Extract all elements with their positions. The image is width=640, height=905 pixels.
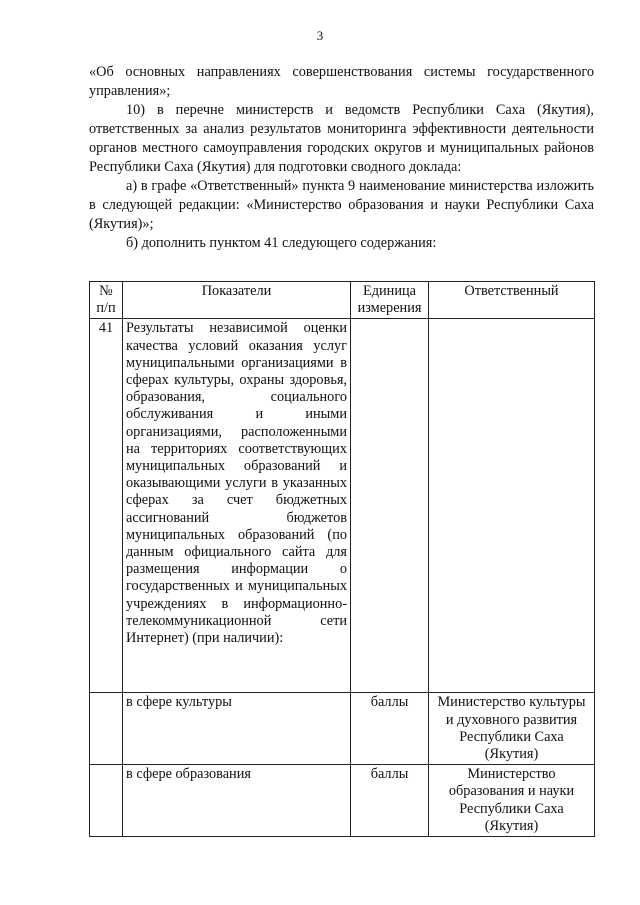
row-indicator: Результаты независимой оценки качества условий оказания услуг муниципальными организациями в сферах культуры, охраны здоровья, образования, социального обслуживания и иными организациями, расположенными на территориях соответствующих муниципальных образований и оказывающими услуги в указанных сферах за счет бюджетных ассигнований бюджетов муниципальных образований (по данным официального сайта для размещения информации о государственных и муниципальных учреждениях в информационно-телекоммуникационной сети Интернет) (при наличии): [123,319,351,693]
paragraph-4: б) дополнить пунктом 41 следующего содержания: [126,235,437,251]
row-unit: баллы [351,693,429,765]
paragraph-2: 10) в перечне министерств и ведомств Республики Саха (Якутия), ответственных за анализ результатов мониторинга эффективности деятельности органов местного самоуправления городских округов и муниципальных районов Республики Саха (Якутия) для подготовки сводного доклада: [89,102,594,175]
paragraph-1: «Об основных направлениях совершенствования системы государственного управления»; [89,64,594,99]
row-responsible [429,319,595,693]
table-row [90,693,595,765]
page-number: 3 [316,28,324,43]
header-num: № п/п [90,282,123,319]
row-indicator: в сфере культуры [123,693,351,765]
row-unit: баллы [351,765,429,837]
row-num [90,693,123,765]
table-row [90,765,595,837]
row-indicator: в сфере образования [123,765,351,837]
row-responsible: Министерство культуры и духовного развития Республики Саха (Якутия) [429,693,595,765]
document-body [89,63,594,253]
indicators-table [89,281,595,837]
row-responsible: Министерство образования и науки Республики Саха (Якутия) [429,765,595,837]
table-header-row [90,282,595,319]
row-unit [351,319,429,693]
header-indicator: Показатели [123,282,351,319]
header-unit: Единица измерения [351,282,429,319]
header-responsible: Ответственный [429,282,595,319]
row-num [90,765,123,837]
table-row [90,319,595,693]
row-num: 41 [90,319,123,693]
paragraph-3: а) в графе «Ответственный» пункта 9 наименование министерства изложить в следующей редакции: «Министерство образования и науки Республики Саха (Якутия)»; [89,178,594,232]
